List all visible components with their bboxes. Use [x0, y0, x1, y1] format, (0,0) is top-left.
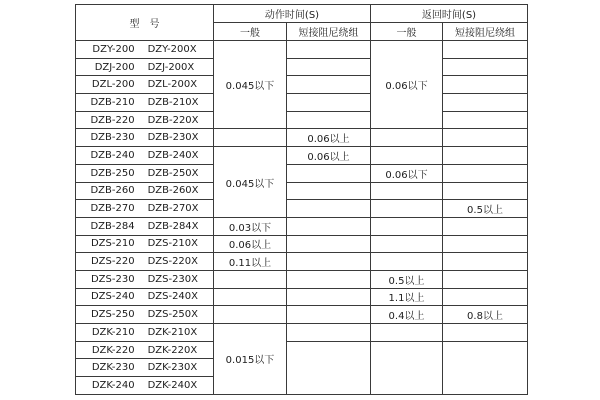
return-general-cell: 0.06以下: [371, 164, 443, 182]
header-model: 型 号: [76, 5, 214, 41]
return-general-cell: [371, 182, 443, 200]
header-return-general: 一般: [371, 23, 443, 41]
model-name-x: DZB-270X: [147, 203, 199, 215]
model-cell: [76, 200, 214, 218]
model-cell: [76, 359, 214, 377]
model-name: DZB-284: [90, 220, 135, 232]
return-damping-cell: 0.5以上: [443, 200, 528, 218]
return-general-cell: 0.4以上: [371, 306, 443, 324]
model-name: DZK-230: [91, 362, 135, 374]
action-general-cell: 0.045以下: [214, 41, 287, 129]
return-general-cell: 1.1以上: [371, 288, 443, 306]
return-general-cell: [371, 129, 443, 147]
table-row: [76, 341, 528, 359]
model-name: DZS-250: [90, 309, 135, 321]
return-damping-cell: [443, 164, 528, 182]
action-damping-cell: 0.06以上: [287, 129, 371, 147]
model-cell: [76, 147, 214, 165]
return-general-cell: [371, 147, 443, 165]
model-name-x: DZS-210X: [147, 238, 199, 250]
model-name-x: DZB-230X: [147, 132, 199, 144]
action-damping-cell: [287, 41, 371, 59]
model-cell: [76, 164, 214, 182]
model-name-x: DZB-250X: [147, 167, 199, 179]
action-damping-cell: [287, 270, 371, 288]
model-cell: [76, 253, 214, 271]
action-general-cell: 0.015以下: [214, 324, 287, 395]
table-row: [76, 76, 528, 94]
model-name-x: DZK-210X: [147, 326, 198, 338]
return-general-cell: 0.5以上: [371, 270, 443, 288]
return-damping-cell: [443, 41, 528, 59]
model-name-x: DZS-220X: [147, 256, 199, 268]
model-name: DZS-210: [90, 238, 135, 250]
return-damping-cell: [443, 324, 528, 342]
model-name: DZY-200: [92, 43, 135, 55]
action-damping-cell: [287, 341, 371, 394]
model-name: DZB-220: [90, 114, 135, 126]
return-damping-cell: [443, 129, 528, 147]
return-general-cell: [371, 253, 443, 271]
table-row: [76, 129, 528, 147]
return-damping-cell: [443, 182, 528, 200]
model-name-x: DZS-250X: [147, 309, 199, 321]
model-cell: [76, 324, 214, 342]
model-name: DZB-230: [90, 132, 135, 144]
action-damping-cell: 0.06以上: [287, 147, 371, 165]
model-name: DZB-270: [90, 203, 135, 215]
model-name-x: DZJ-200X: [147, 61, 195, 73]
model-name-x: DZK-220X: [147, 344, 198, 356]
action-damping-cell: [287, 253, 371, 271]
action-damping-cell: [287, 200, 371, 218]
return-damping-cell: [443, 253, 528, 271]
action-damping-cell: [287, 288, 371, 306]
table-row: [76, 217, 528, 235]
action-general-cell: [214, 288, 287, 306]
header-action-time: 动作时间(S): [214, 5, 371, 23]
table-row: [76, 182, 528, 200]
action-general-cell: [214, 129, 287, 147]
model-cell: [76, 217, 214, 235]
header-return-time: 返回时间(S): [371, 5, 528, 23]
model-name: DZK-210: [91, 326, 135, 338]
model-name: DZS-220: [90, 256, 135, 268]
model-cell: [76, 341, 214, 359]
model-name: DZS-240: [90, 291, 135, 303]
return-general-cell: [371, 200, 443, 218]
table-row: [76, 58, 528, 76]
model-name-x: DZB-240X: [147, 149, 199, 161]
model-name: DZK-240: [91, 379, 135, 391]
action-damping-cell: [287, 217, 371, 235]
return-damping-cell: [443, 270, 528, 288]
model-name-x: DZL-200X: [147, 79, 198, 91]
action-damping-cell: [287, 164, 371, 182]
header-action-general: 一般: [214, 23, 287, 41]
return-damping-cell: [443, 217, 528, 235]
model-name: DZL-200: [91, 79, 135, 91]
model-name-x: DZB-220X: [147, 114, 199, 126]
action-damping-cell: [287, 306, 371, 324]
model-name-x: DZB-210X: [147, 96, 199, 108]
table-row: [76, 200, 528, 218]
model-cell: [76, 58, 214, 76]
table-row: [76, 253, 528, 271]
model-name-x: DZK-230X: [147, 362, 198, 374]
table-row: [76, 41, 528, 59]
action-damping-cell: [287, 324, 371, 342]
model-cell: [76, 377, 214, 395]
table-row: [76, 164, 528, 182]
model-name: DZK-220: [91, 344, 135, 356]
return-damping-cell: [443, 147, 528, 165]
model-cell: [76, 111, 214, 129]
model-name-x: DZB-260X: [147, 185, 199, 197]
table-row: [76, 270, 528, 288]
return-damping-cell: 0.8以上: [443, 306, 528, 324]
action-damping-cell: [287, 182, 371, 200]
return-damping-cell: [443, 288, 528, 306]
return-damping-cell: [443, 235, 528, 253]
model-name: DZS-230: [90, 273, 135, 285]
action-general-cell: [214, 306, 287, 324]
return-general-cell: [371, 341, 443, 394]
return-damping-cell: [443, 58, 528, 76]
model-name: DZB-260: [90, 185, 135, 197]
action-general-cell: 0.045以下: [214, 147, 287, 218]
action-general-cell: [214, 270, 287, 288]
model-name-x: DZB-284X: [147, 220, 199, 232]
header-row-1: [76, 5, 528, 23]
table-row: [76, 111, 528, 129]
table-row: [76, 288, 528, 306]
action-general-cell: 0.03以下: [214, 217, 287, 235]
model-cell: [76, 288, 214, 306]
return-general-cell: [371, 324, 443, 342]
table-row: [76, 147, 528, 165]
table-row: [76, 235, 528, 253]
action-damping-cell: [287, 58, 371, 76]
model-name-x: DZY-200X: [147, 43, 197, 55]
action-general-cell: 0.11以上: [214, 253, 287, 271]
return-damping-cell: [443, 76, 528, 94]
model-name-x: DZS-230X: [147, 273, 199, 285]
model-cell: [76, 306, 214, 324]
model-cell: [76, 94, 214, 112]
action-general-cell: 0.06以上: [214, 235, 287, 253]
model-cell: [76, 76, 214, 94]
relay-spec-table: [75, 4, 528, 395]
action-damping-cell: [287, 94, 371, 112]
header-action-damping: 短接阻尼绕组: [287, 23, 371, 41]
return-damping-cell: [443, 94, 528, 112]
return-damping-cell: [443, 341, 528, 394]
table-row: [76, 324, 528, 342]
action-damping-cell: [287, 111, 371, 129]
model-name-x: DZK-240X: [147, 379, 198, 391]
model-name: DZJ-200: [94, 61, 135, 73]
table-row: [76, 306, 528, 324]
model-name-x: DZS-240X: [147, 291, 199, 303]
return-damping-cell: [443, 111, 528, 129]
model-cell: [76, 182, 214, 200]
model-cell: [76, 41, 214, 59]
return-general-cell: [371, 235, 443, 253]
model-name: DZB-250: [90, 167, 135, 179]
model-cell: [76, 129, 214, 147]
return-general-cell: 0.06以下: [371, 41, 443, 129]
header-return-damping: 短接阻尼绕组: [443, 23, 528, 41]
action-damping-cell: [287, 76, 371, 94]
table-row: [76, 94, 528, 112]
model-cell: [76, 235, 214, 253]
model-name: DZB-240: [90, 149, 135, 161]
model-name: DZB-210: [90, 96, 135, 108]
model-cell: [76, 270, 214, 288]
return-general-cell: [371, 217, 443, 235]
action-damping-cell: [287, 235, 371, 253]
